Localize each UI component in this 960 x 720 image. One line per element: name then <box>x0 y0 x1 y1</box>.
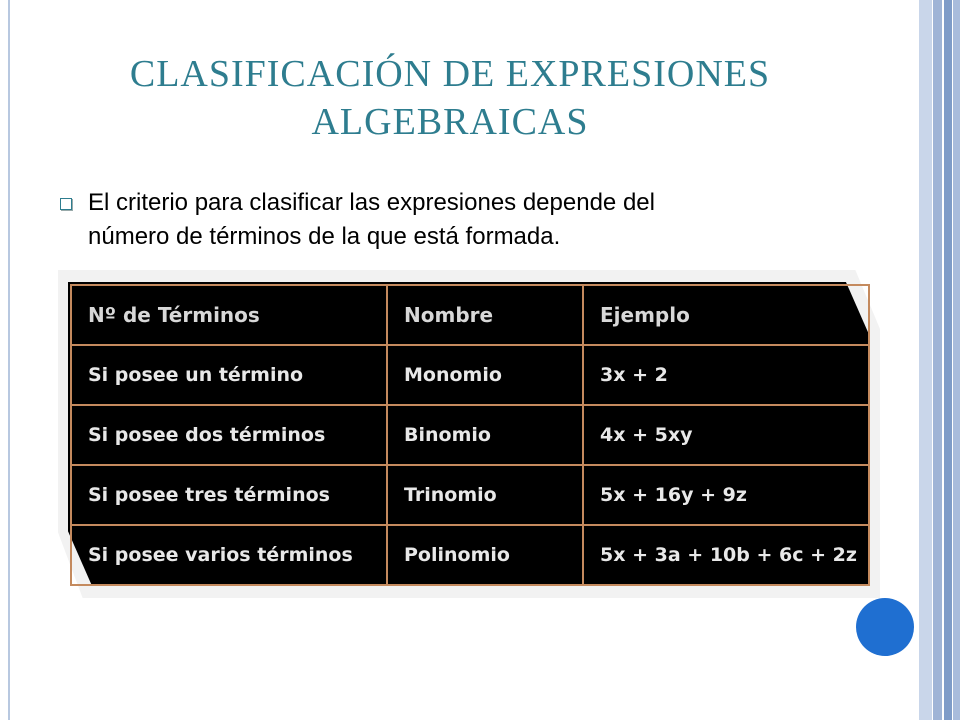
right-decorative-bars <box>918 0 960 720</box>
cell-example: 5x + 16y + 9z <box>583 465 869 525</box>
cell-name: Trinomio <box>387 465 583 525</box>
table-header-row <box>71 285 869 345</box>
cell-name: Monomio <box>387 345 583 405</box>
cell-example: 4x + 5xy <box>583 405 869 465</box>
classification-table <box>70 284 870 586</box>
bullet-item <box>60 186 860 254</box>
table-row <box>71 465 869 525</box>
bullet-text-line-1: El criterio para clasificar las expresiones depende del <box>88 189 655 216</box>
left-border-line <box>8 0 10 720</box>
table-row <box>71 525 869 585</box>
header-example: Ejemplo <box>583 285 869 345</box>
slide-title <box>70 50 830 146</box>
cell-name: Binomio <box>387 405 583 465</box>
cell-example: 5x + 3a + 10b + 6c + 2z <box>583 525 869 585</box>
title-line-2: ALGEBRAICAS <box>311 101 589 143</box>
bullet-text <box>88 186 655 254</box>
title-line-1: CLASIFICACIÓN DE EXPRESIONES <box>129 53 771 95</box>
cell-terms: Si posee un término <box>71 345 387 405</box>
cell-terms: Si posee varios términos <box>71 525 387 585</box>
cell-example: 3x + 2 <box>583 345 869 405</box>
table-row <box>71 405 869 465</box>
accent-circle <box>856 598 914 656</box>
header-name: Nombre <box>387 285 583 345</box>
cell-terms: Si posee tres términos <box>71 465 387 525</box>
bullet-text-line-2: número de términos de la que está formada. <box>88 223 561 250</box>
table-row <box>71 345 869 405</box>
square-bullet-icon <box>60 198 72 210</box>
cell-name: Polinomio <box>387 525 583 585</box>
cell-terms: Si posee dos términos <box>71 405 387 465</box>
header-terms: Nº de Términos <box>71 285 387 345</box>
